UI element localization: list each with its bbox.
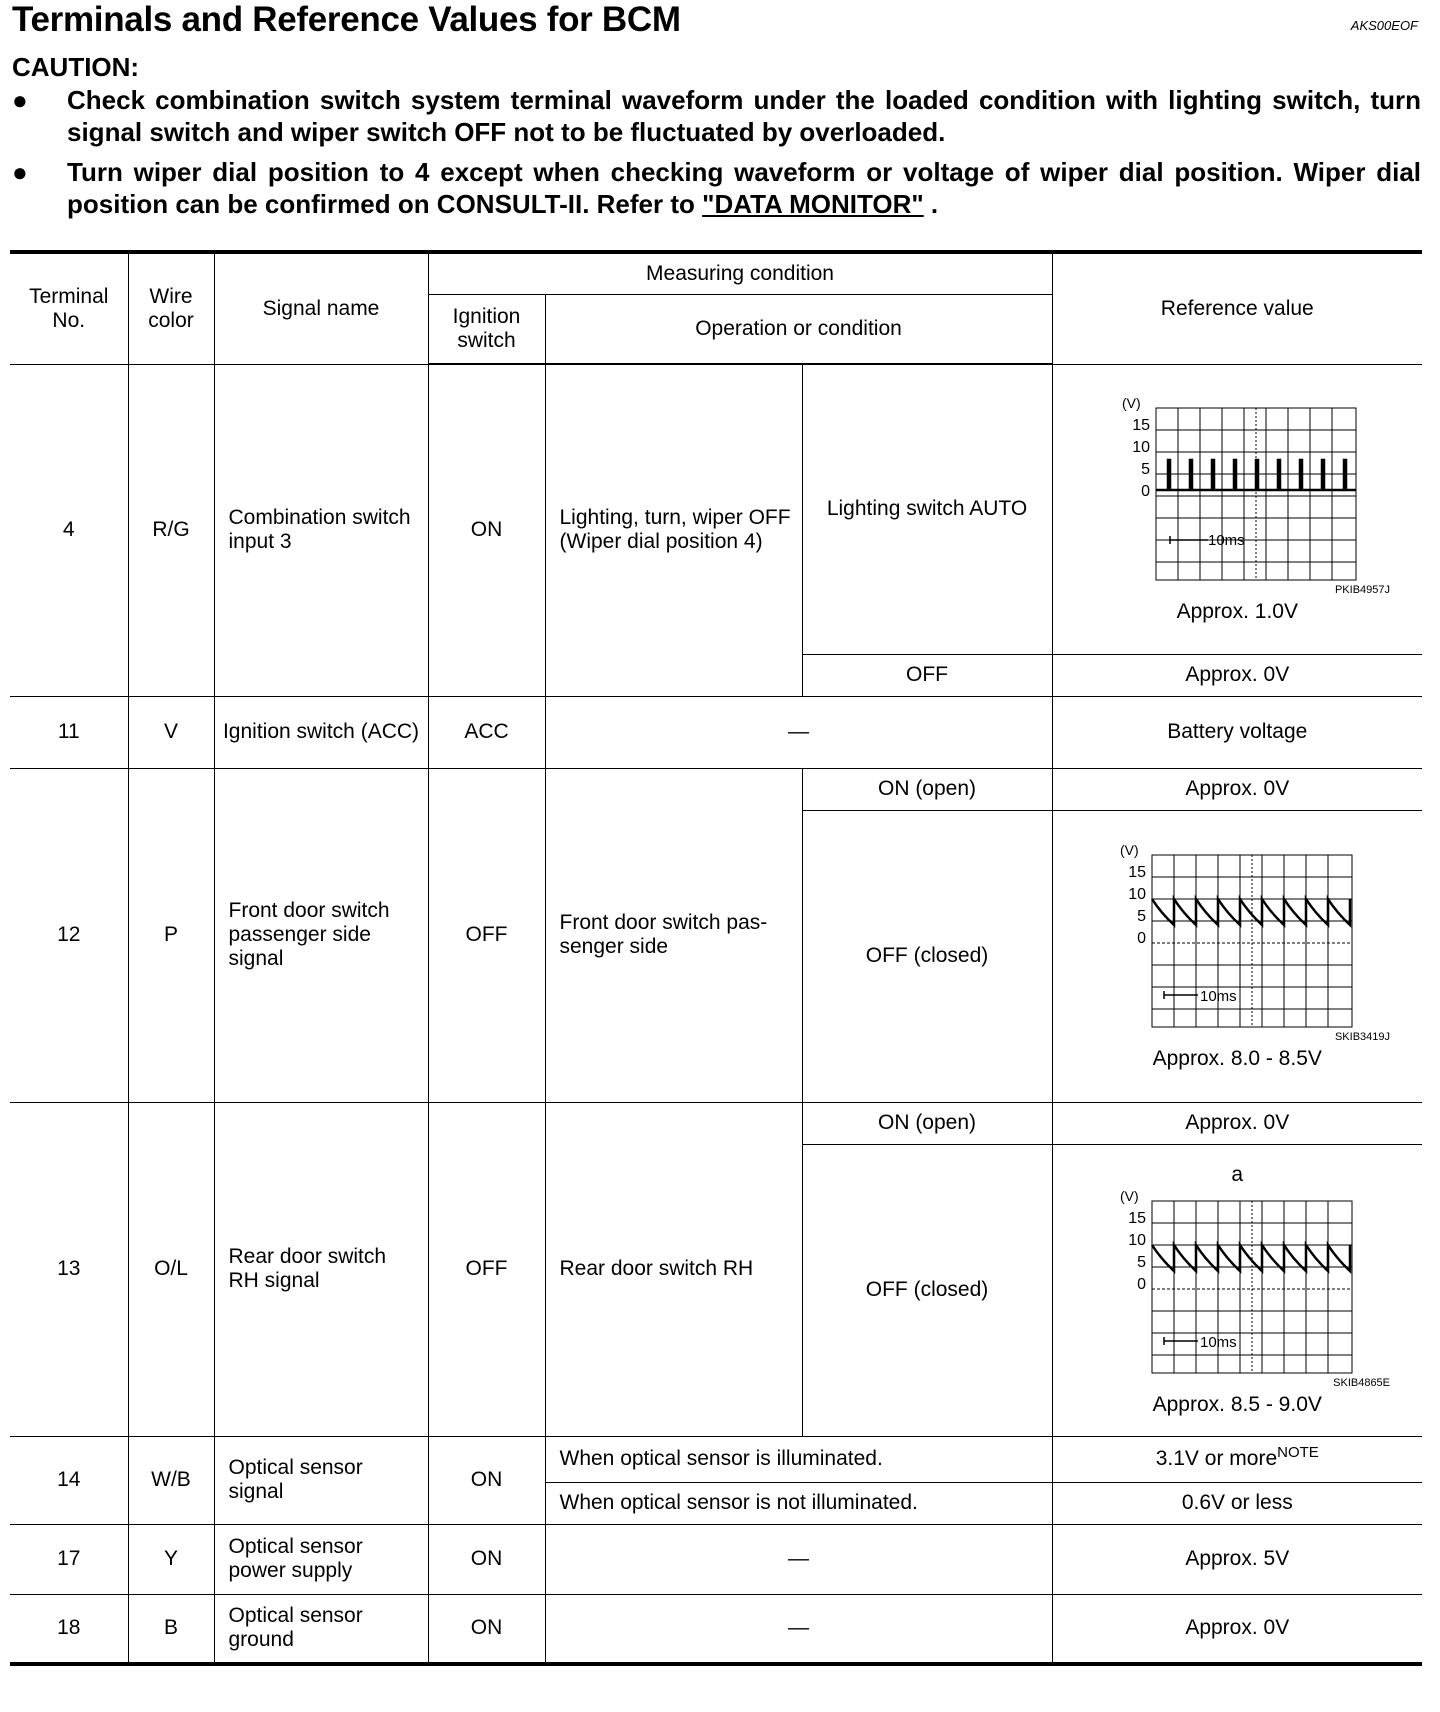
table-row	[10, 364, 1422, 654]
wave-tick: 10	[1128, 1232, 1147, 1249]
reference-value: Battery voltage	[1052, 696, 1422, 768]
wave-tick: 15	[1128, 1210, 1147, 1227]
terminal-no: 13	[10, 1102, 128, 1436]
waveform-sawtooth	[1112, 1187, 1362, 1377]
operation: Front door switch pas-senger side	[545, 768, 802, 1102]
waveform-code: SKIB3419J	[1334, 1031, 1391, 1043]
wave-tick: 0	[1141, 483, 1151, 500]
note-marker: NOTE	[1277, 1444, 1319, 1461]
caution-item-end: .	[930, 189, 939, 219]
header-operation: Operation or condition	[545, 294, 1052, 364]
operation: —	[545, 1524, 1052, 1594]
sub-condition: ON (open)	[802, 1102, 1052, 1144]
caution-item-text: Turn wiper dial position to 4 except when checking waveform or voltage of wiper dial position. Wiper dial position can be confirmed on CONSULT-II. Refer to	[67, 157, 1421, 219]
signal-name: Front door switch passenger side signal	[214, 768, 428, 1102]
sub-condition: OFF	[802, 654, 1052, 696]
terminal-no: 4	[10, 364, 128, 696]
caution-item-text: Check combination switch system terminal waveform under the loaded condition with lighting switch, turn signal switch and wiper switch OFF not to be fluctuated by overloaded.	[67, 85, 1421, 147]
signal-name: Optical sensor ground	[214, 1594, 428, 1664]
wave-tick: 0	[1137, 1276, 1147, 1293]
table-row	[10, 1524, 1422, 1594]
wave-time-label: 10ms	[1208, 532, 1245, 549]
sub-condition: Lighting switch AUTO	[802, 364, 1052, 654]
header-terminal: Terminal No.	[10, 252, 128, 364]
wire-color: B	[128, 1594, 214, 1664]
header-ignition-switch: Ignition switch	[428, 294, 545, 364]
waveform-pulse	[1112, 394, 1362, 584]
reference-value: Approx. 8.5 - 9.0V	[1152, 1393, 1322, 1416]
wave-unit: (V)	[1122, 395, 1141, 411]
wave-tick: 15	[1132, 417, 1151, 434]
sub-condition: ON (open)	[802, 768, 1052, 810]
wave-tick: 15	[1128, 864, 1147, 881]
terminal-no: 18	[10, 1594, 128, 1664]
waveform-sawtooth	[1112, 841, 1362, 1031]
reference-value: Approx. 0V	[1052, 768, 1422, 810]
ignition-switch: ON	[428, 1594, 545, 1664]
terminal-no: 12	[10, 768, 128, 1102]
bullet-icon: ●	[12, 85, 28, 115]
header-reference-value: Reference value	[1052, 252, 1422, 364]
sub-condition: OFF (closed)	[802, 1144, 1052, 1436]
reference-value: Approx. 1.0V	[1176, 600, 1298, 623]
caution-item-2	[12, 156, 1421, 220]
wire-color: P	[128, 768, 214, 1102]
wave-tick: 5	[1137, 1254, 1147, 1271]
ignition-switch: ON	[428, 364, 545, 696]
waveform-label: a	[1231, 1163, 1244, 1186]
wave-tick: 5	[1137, 908, 1147, 925]
terminal-no: 14	[10, 1436, 128, 1524]
caution-item-1	[12, 84, 1421, 148]
wire-color: V	[128, 696, 214, 768]
sub-condition: OFF (closed)	[802, 810, 1052, 1102]
table-row	[10, 696, 1422, 768]
wire-color: Y	[128, 1524, 214, 1594]
wave-tick: 10	[1132, 439, 1151, 456]
wave-time-label: 10ms	[1200, 1334, 1237, 1351]
operation: Rear door switch RH	[545, 1102, 802, 1436]
signal-name: Optical sensor power supply	[214, 1524, 428, 1594]
table-row	[10, 1436, 1422, 1482]
reference-value: Approx. 0V	[1052, 654, 1422, 696]
sub-condition: When optical sensor is illuminated.	[545, 1436, 1052, 1482]
wave-tick: 10	[1128, 886, 1147, 903]
ignition-switch: ACC	[428, 696, 545, 768]
signal-name: Combination switch input 3	[214, 364, 428, 696]
wave-time-label: 10ms	[1200, 988, 1237, 1005]
header-measuring-condition: Measuring condition	[428, 252, 1052, 294]
operation: Lighting, turn, wiper OFF (Wiper dial position 4)	[545, 364, 802, 696]
bullet-icon: ●	[12, 157, 28, 187]
reference-waveform	[1052, 810, 1422, 1102]
table-row	[10, 1102, 1422, 1144]
document-id: AKS00EOF	[1350, 18, 1418, 33]
operation: —	[545, 1594, 1052, 1664]
ignition-switch: OFF	[428, 768, 545, 1102]
terminal-no: 11	[10, 696, 128, 768]
wire-color: O/L	[128, 1102, 214, 1436]
reference-value: Approx. 0V	[1052, 1102, 1422, 1144]
ignition-switch: ON	[428, 1524, 545, 1594]
wave-unit: (V)	[1120, 1188, 1139, 1204]
wave-tick: 5	[1141, 461, 1151, 478]
table-row	[10, 1594, 1422, 1664]
header-signal-name: Signal name	[214, 252, 428, 364]
operation: —	[545, 696, 1052, 768]
table-row	[10, 768, 1422, 810]
wave-unit: (V)	[1120, 842, 1139, 858]
page-title: Terminals and Reference Values for BCM	[12, 0, 681, 39]
wire-color: W/B	[128, 1436, 214, 1524]
reference-waveform	[1052, 1144, 1422, 1436]
reference-waveform	[1052, 364, 1422, 654]
reference-value-cell	[1052, 1436, 1422, 1482]
reference-value: 3.1V or more	[1155, 1447, 1278, 1470]
ignition-switch: ON	[428, 1436, 545, 1524]
waveform-code: PKIB4957J	[1334, 584, 1391, 596]
reference-value: 0.6V or less	[1052, 1482, 1422, 1524]
header-wire-color: Wire color	[128, 252, 214, 364]
wire-color: R/G	[128, 364, 214, 696]
waveform-code: SKIB4865E	[1333, 1377, 1391, 1389]
signal-name: Optical sensor signal	[214, 1436, 428, 1524]
data-monitor-link[interactable]: "DATA MONITOR"	[702, 189, 924, 219]
caution-heading: CAUTION:	[12, 52, 140, 82]
wave-tick: 0	[1137, 930, 1147, 947]
reference-value: Approx. 5V	[1052, 1524, 1422, 1594]
sub-condition: When optical sensor is not illuminated.	[545, 1482, 1052, 1524]
ignition-switch: OFF	[428, 1102, 545, 1436]
reference-value: Approx. 8.0 - 8.5V	[1152, 1047, 1322, 1070]
terminal-reference-table	[10, 250, 1422, 1666]
reference-value: Approx. 0V	[1052, 1594, 1422, 1664]
terminal-no: 17	[10, 1524, 128, 1594]
signal-name: Rear door switch RH signal	[214, 1102, 428, 1436]
signal-name: Ignition switch (ACC)	[214, 696, 428, 768]
